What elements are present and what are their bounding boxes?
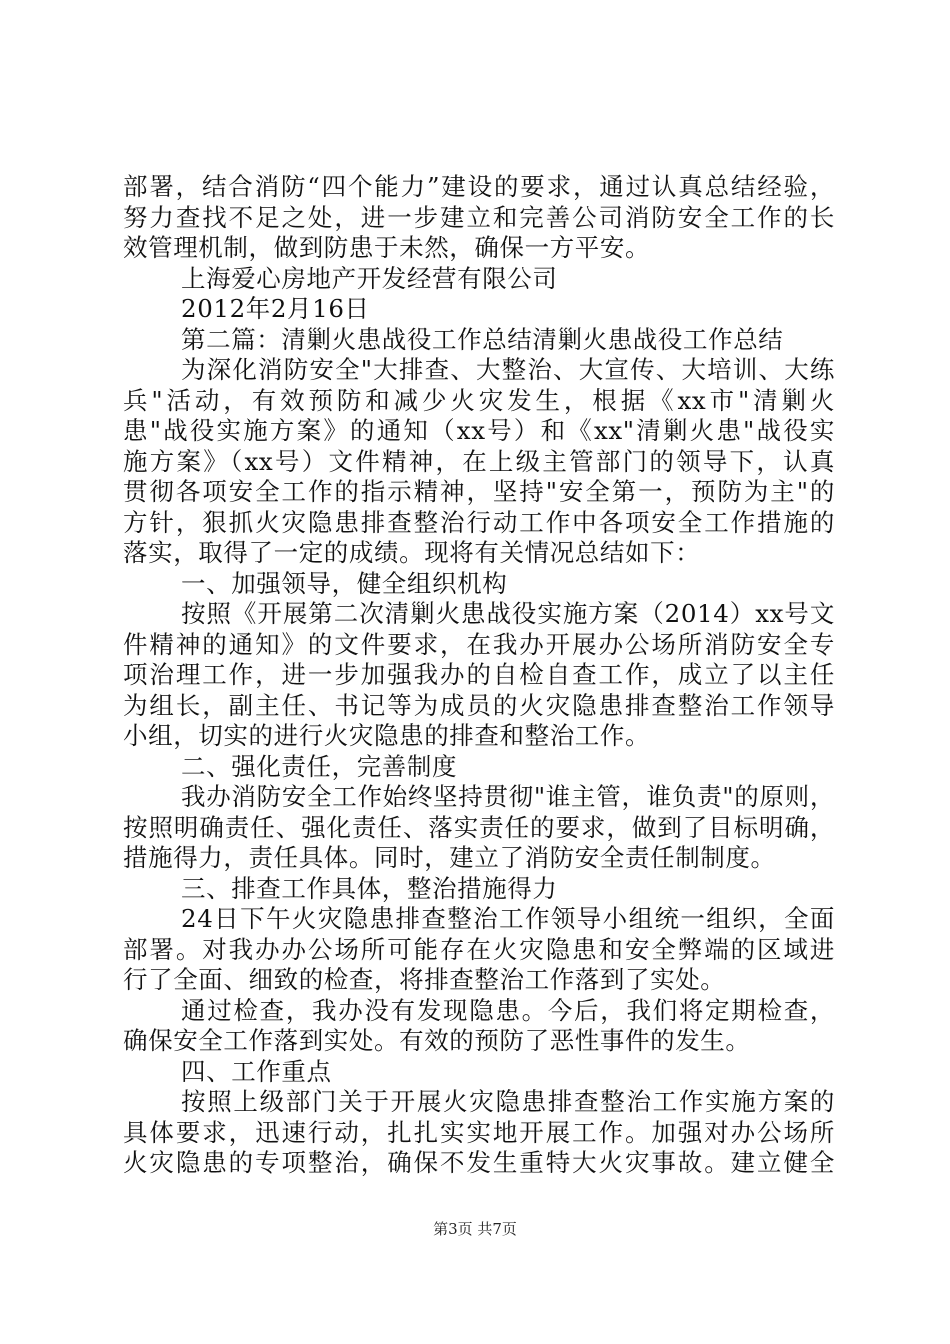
text-line: 一、加强领导，健全组织机构 <box>181 568 508 598</box>
text-line: 努力查找不足之处，进一步建立和完善公司消防安全工作的长 <box>123 202 835 232</box>
text-line: 施方案》（xx号）文件精神，在上级主管部门的领导下，认真 <box>123 446 835 476</box>
text-line: 方针，狠抓火灾隐患排查整治行动工作中各项安全工作措施的 <box>123 507 835 537</box>
text-line: 小组，切实的进行火灾隐患的排查和整治工作。 <box>123 721 651 750</box>
text-line: 行了全面、细致的检查，将排查整治工作落到了实处。 <box>123 965 726 994</box>
text-line: 我办消防安全工作始终坚持贯彻"谁主管，谁负责"的原则， <box>181 782 835 811</box>
text-line: 按照《开展第二次清剿火患战役实施方案（2014）xx号文 <box>181 599 835 628</box>
text-line: 项治理工作，进一步加强我办的自检自查工作，成立了以主任 <box>123 660 835 689</box>
text-line: 四、工作重点 <box>181 1056 332 1086</box>
text-line: 为组长，副主任、书记等为成员的火灾隐患排查整治工作领导 <box>123 690 835 720</box>
text-line: 2012年2月16日 <box>181 294 370 323</box>
text-line: 措施得力，责任具体。同时，建立了消防安全责任制制度。 <box>123 843 776 872</box>
text-line: 效管理机制，做到防患于未然，确保一方平安。 <box>123 233 651 262</box>
text-line: 第二篇：清剿火患战役工作总结清剿火患战役工作总结 <box>181 324 784 354</box>
text-line: 件精神的通知》的文件要求，在我办开展办公场所消防安全专 <box>123 629 835 659</box>
text-line: 患"战役实施方案》的通知（xx号）和《xx"清剿火患"战役实 <box>123 416 835 445</box>
text-line: 上海爱心房地产开发经营有限公司 <box>181 263 558 293</box>
text-line: 通过检查，我办没有发现隐患。今后，我们将定期检查， <box>181 995 835 1025</box>
text-line: 部署，结合消防“四个能力”建设的要求，通过认真总结经验， <box>123 172 835 201</box>
text-line: 具体要求，迅速行动，扎扎实实地开展工作。加强对办公场所 <box>123 1117 835 1147</box>
text-line: 为深化消防安全"大排查、大整治、大宣传、大培训、大练 <box>181 355 835 384</box>
page-number-footer: 第3页 共7页 <box>433 1220 517 1238</box>
text-line: 三、排查工作具体，整治措施得力 <box>181 873 558 903</box>
text-line: 24日下午火灾隐患排查整治工作领导小组统一组织，全面 <box>181 904 835 933</box>
text-line: 按照上级部门关于开展火灾隐患排查整治工作实施方案的 <box>181 1087 835 1116</box>
text-line: 兵"活动，有效预防和减少火灾发生，根据《xx市"清剿火 <box>123 385 835 415</box>
text-line: 确保安全工作落到实处。有效的预防了恶性事件的发生。 <box>123 1026 751 1055</box>
text-line: 二、强化责任，完善制度 <box>181 751 458 781</box>
text-line: 按照明确责任、强化责任、落实责任的要求，做到了目标明确， <box>123 812 835 842</box>
text-line: 部署。对我办办公场所可能存在火灾隐患和安全弊端的区域进 <box>123 934 835 964</box>
text-line: 落实，取得了一定的成绩。现将有关情况总结如下： <box>123 538 701 567</box>
document-body <box>123 172 835 1179</box>
text-line: 贯彻各项安全工作的指示精神，坚持"安全第一，预防为主"的 <box>123 477 835 506</box>
text-line: 火灾隐患的专项整治，确保不发生重特大火灾事故。建立健全 <box>123 1148 835 1177</box>
